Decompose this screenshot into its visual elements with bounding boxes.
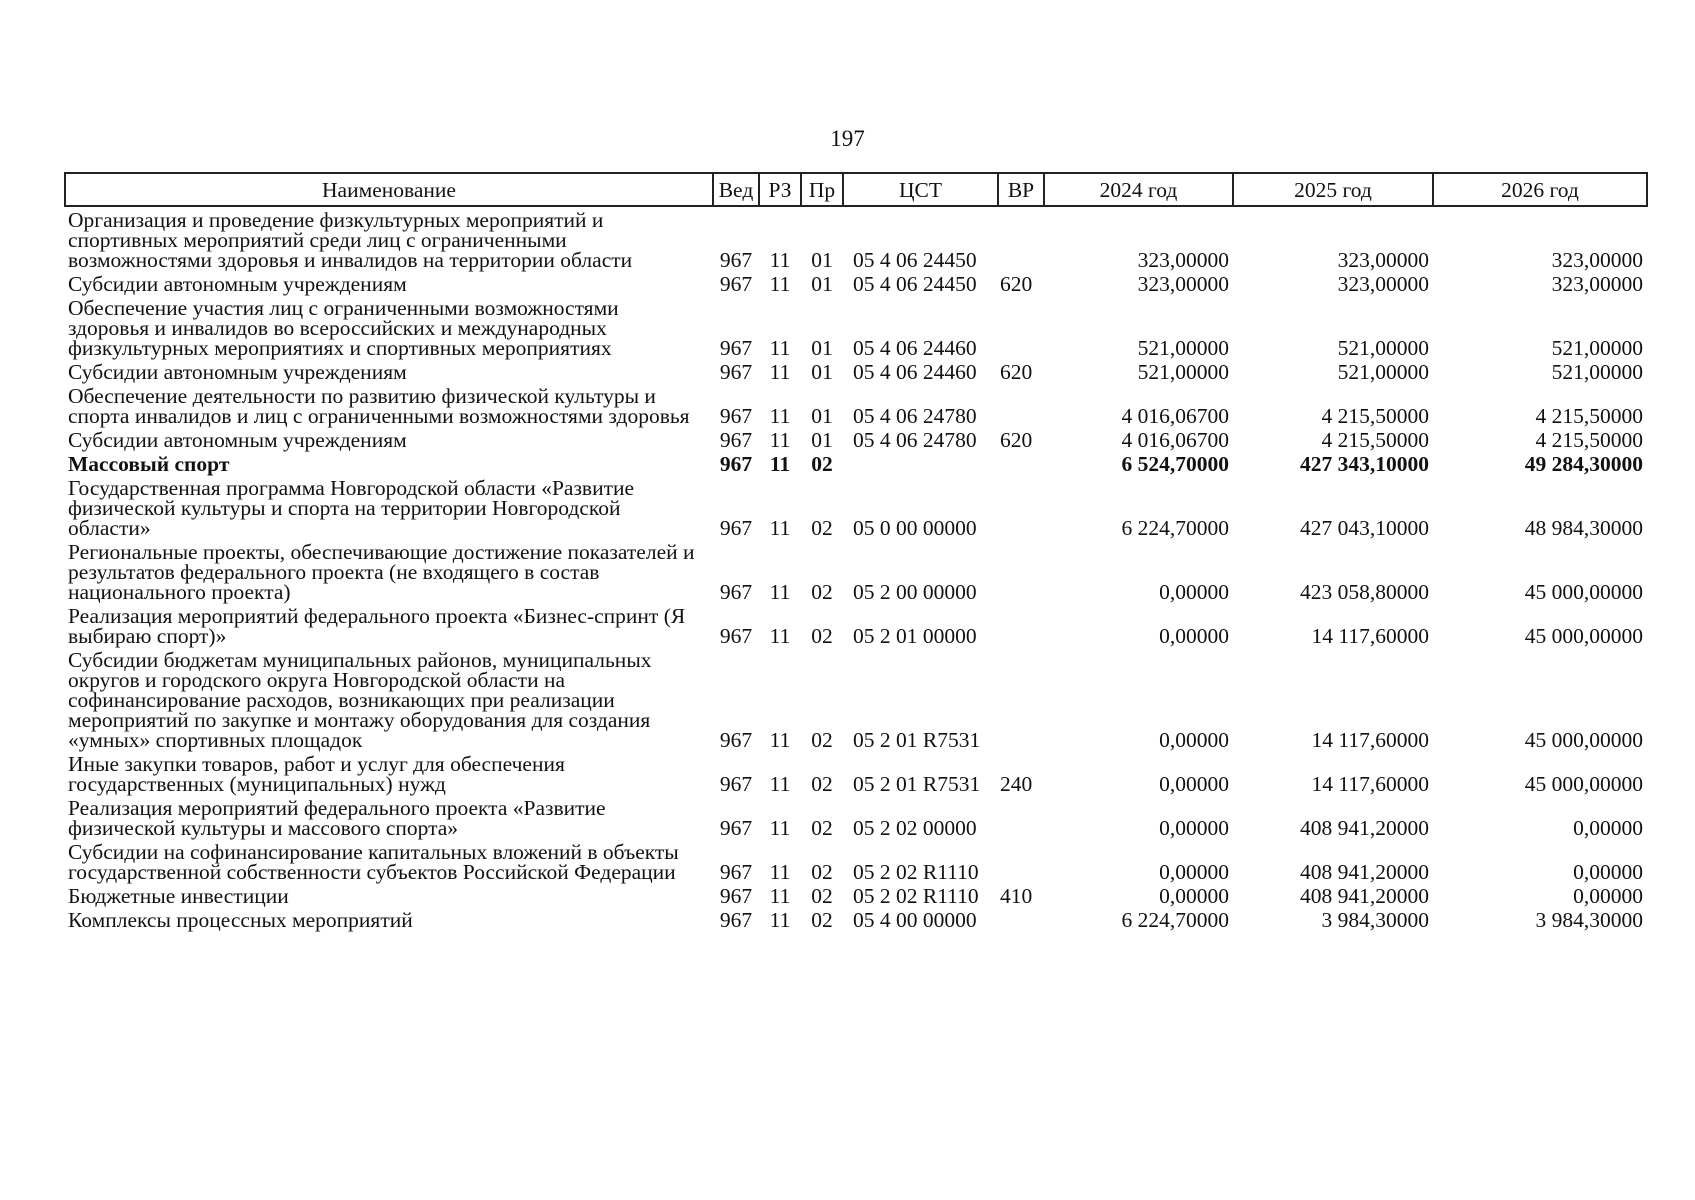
row-amount-2025: 4 215,50000 xyxy=(1321,404,1429,428)
row-amount-2024: 521,00000 xyxy=(1137,336,1229,360)
row-rz: 11 xyxy=(769,404,791,428)
row-name: Иные закупки товаров, работ и услуг для обеспечения государственных (муниципальных) нужд xyxy=(68,752,565,796)
row-amount-2025: 408 941,20000 xyxy=(1300,860,1429,884)
row-vr xyxy=(998,295,1044,359)
row-amount-2026: 45 000,00000 xyxy=(1524,580,1643,604)
table-row xyxy=(65,907,1647,931)
table-row xyxy=(65,751,1647,795)
row-pr: 02 xyxy=(811,772,833,796)
row-cst: 05 4 06 24780 xyxy=(853,404,977,428)
row-rz: 11 xyxy=(769,908,791,932)
row-ved: 967 xyxy=(719,360,753,384)
row-rz: 11 xyxy=(769,428,791,452)
row-amount-2024: 0,00000 xyxy=(1159,624,1229,648)
row-rz: 11 xyxy=(769,624,791,648)
row-pr: 02 xyxy=(811,860,833,884)
row-name: Субсидии автономным учреждениям xyxy=(68,272,407,296)
row-ved: 967 xyxy=(719,624,753,648)
table-row xyxy=(65,359,1647,383)
row-amount-2026: 45 000,00000 xyxy=(1524,624,1643,648)
row-amount-2024: 0,00000 xyxy=(1159,816,1229,840)
row-pr: 02 xyxy=(811,908,833,932)
row-amount-2025: 323,00000 xyxy=(1337,248,1429,272)
header-2026: 2026 год xyxy=(1433,173,1647,206)
row-name: Обеспечение деятельности по развитию физической культуры и спорта инвалидов и лиц с ограниченными возможностями здоровья xyxy=(68,384,690,428)
row-rz: 11 xyxy=(769,884,791,908)
row-name: Субсидии на софинансирование капитальных вложений в объекты государственной собственности субъектов Российской Федерации xyxy=(68,840,679,884)
row-vr xyxy=(998,839,1044,883)
row-rz: 11 xyxy=(769,516,791,540)
row-amount-2026: 0,00000 xyxy=(1573,816,1643,840)
row-rz: 11 xyxy=(769,336,791,360)
header-vr: ВР xyxy=(998,173,1044,206)
row-vr xyxy=(998,383,1044,427)
row-pr: 02 xyxy=(811,452,833,476)
row-ved: 967 xyxy=(719,772,753,796)
header-cst: ЦСТ xyxy=(843,173,998,206)
row-amount-2025: 14 117,60000 xyxy=(1311,728,1429,752)
row-ved: 967 xyxy=(719,908,753,932)
row-vr xyxy=(998,539,1044,603)
row-rz: 11 xyxy=(769,772,791,796)
row-name: Субсидии бюджетам муниципальных районов, муниципальных округов и городского округа Новгородской области на софинансирование расходов, возникающих при реализации мероприятий по закупке и монтажу оборудования для создания «умных» спортивных площадок xyxy=(68,648,652,752)
row-amount-2025: 408 941,20000 xyxy=(1300,816,1429,840)
header-pr: Пр xyxy=(801,173,843,206)
row-amount-2024: 0,00000 xyxy=(1159,860,1229,884)
row-vr xyxy=(998,907,1044,931)
row-cst: 05 2 00 00000 xyxy=(853,580,977,604)
header-ved: Вед xyxy=(713,173,759,206)
row-pr: 01 xyxy=(811,428,833,452)
row-pr: 02 xyxy=(811,516,833,540)
row-pr: 01 xyxy=(811,272,833,296)
row-rz: 11 xyxy=(769,816,791,840)
row-amount-2025: 408 941,20000 xyxy=(1300,884,1429,908)
row-pr: 02 xyxy=(811,728,833,752)
row-amount-2024: 6 224,70000 xyxy=(1121,516,1229,540)
table-row xyxy=(65,271,1647,295)
row-amount-2025: 521,00000 xyxy=(1337,336,1429,360)
row-amount-2024: 0,00000 xyxy=(1159,884,1229,908)
row-amount-2024: 521,00000 xyxy=(1137,360,1229,384)
row-cst: 05 4 00 00000 xyxy=(853,908,977,932)
row-amount-2024: 4 016,06700 xyxy=(1121,428,1229,452)
row-amount-2026: 521,00000 xyxy=(1551,360,1643,384)
header-2024: 2024 год xyxy=(1044,173,1233,206)
row-amount-2025: 427 343,10000 xyxy=(1300,452,1429,476)
page-number: 197 xyxy=(830,126,865,151)
row-name: Обеспечение участия лиц с ограниченными возможностями здоровья и инвалидов во всероссийских и международных физкультурных мероприятиях и спортивных мероприятиях xyxy=(68,296,619,360)
row-name: Реализация мероприятий федерального проекта «Развитие физической культуры и массового спорта» xyxy=(68,796,606,840)
row-ved: 967 xyxy=(719,580,753,604)
row-ved: 967 xyxy=(719,336,753,360)
row-amount-2026: 45 000,00000 xyxy=(1524,728,1643,752)
row-cst: 05 4 06 24780 xyxy=(853,428,977,452)
row-name: Государственная программа Новгородской области «Развитие физической культуры и спорта на территории Новгородской области» xyxy=(68,476,635,540)
table-row xyxy=(65,475,1647,539)
row-amount-2024: 4 016,06700 xyxy=(1121,404,1229,428)
table-row xyxy=(65,539,1647,603)
row-amount-2026: 323,00000 xyxy=(1551,272,1643,296)
header-rz: РЗ xyxy=(759,173,801,206)
row-pr: 01 xyxy=(811,248,833,272)
row-amount-2024: 323,00000 xyxy=(1137,272,1229,296)
row-rz: 11 xyxy=(769,728,791,752)
row-amount-2024: 323,00000 xyxy=(1137,248,1229,272)
table-row xyxy=(65,451,1647,475)
row-cst: 05 2 01 00000 xyxy=(853,624,977,648)
row-vr xyxy=(998,206,1044,271)
table-body xyxy=(65,206,1647,931)
row-pr: 02 xyxy=(811,624,833,648)
row-pr: 02 xyxy=(811,580,833,604)
row-amount-2026: 521,00000 xyxy=(1551,336,1643,360)
row-cst xyxy=(843,451,998,475)
row-pr: 01 xyxy=(811,360,833,384)
row-amount-2025: 4 215,50000 xyxy=(1321,428,1429,452)
row-vr: 620 xyxy=(1000,360,1033,384)
row-rz: 11 xyxy=(769,272,791,296)
table-row xyxy=(65,883,1647,907)
row-amount-2026: 323,00000 xyxy=(1551,248,1643,272)
table-row xyxy=(65,383,1647,427)
table-row xyxy=(65,295,1647,359)
row-amount-2024: 6 224,70000 xyxy=(1121,908,1229,932)
row-rz: 11 xyxy=(769,360,791,384)
table-row xyxy=(65,206,1647,271)
row-amount-2024: 0,00000 xyxy=(1159,728,1229,752)
row-amount-2026: 0,00000 xyxy=(1573,884,1643,908)
row-ved: 967 xyxy=(719,248,753,272)
row-amount-2026: 4 215,50000 xyxy=(1535,404,1643,428)
header-name: Наименование xyxy=(65,173,713,206)
row-amount-2026: 45 000,00000 xyxy=(1524,772,1643,796)
row-vr xyxy=(998,795,1044,839)
row-ved: 967 xyxy=(719,860,753,884)
table-row xyxy=(65,795,1647,839)
row-amount-2025: 3 984,30000 xyxy=(1321,908,1429,932)
table-row xyxy=(65,647,1647,751)
row-amount-2024: 0,00000 xyxy=(1159,772,1229,796)
row-name: Бюджетные инвестиции xyxy=(68,884,289,908)
row-vr: 620 xyxy=(1000,272,1033,296)
row-cst: 05 2 02 00000 xyxy=(853,816,977,840)
row-amount-2025: 14 117,60000 xyxy=(1311,624,1429,648)
row-amount-2025: 14 117,60000 xyxy=(1311,772,1429,796)
row-cst: 05 0 00 00000 xyxy=(853,516,977,540)
row-vr xyxy=(998,475,1044,539)
row-vr xyxy=(998,603,1044,647)
row-amount-2024: 6 524,70000 xyxy=(1121,452,1229,476)
row-vr: 410 xyxy=(1000,884,1033,908)
row-amount-2025: 323,00000 xyxy=(1337,272,1429,296)
row-rz: 11 xyxy=(769,452,791,476)
row-name: Организация и проведение физкультурных мероприятий и спортивных мероприятий среди лиц с ограниченными возможностями здоровья и инвалидов на территории области xyxy=(68,208,633,272)
row-cst: 05 4 06 24450 xyxy=(853,248,977,272)
table-row xyxy=(65,427,1647,451)
row-amount-2024: 0,00000 xyxy=(1159,580,1229,604)
row-cst: 05 2 02 R1110 xyxy=(853,884,979,908)
row-cst: 05 2 02 R1110 xyxy=(853,860,979,884)
row-cst: 05 4 06 24450 xyxy=(853,272,977,296)
row-amount-2025: 423 058,80000 xyxy=(1300,580,1429,604)
row-ved: 967 xyxy=(719,728,753,752)
row-name: Субсидии автономным учреждениям xyxy=(68,360,407,384)
row-cst: 05 2 01 R7531 xyxy=(853,728,981,752)
row-amount-2025: 427 043,10000 xyxy=(1300,516,1429,540)
row-pr: 01 xyxy=(811,336,833,360)
row-name: Комплексы процессных мероприятий xyxy=(68,908,413,932)
row-vr xyxy=(998,451,1044,475)
row-amount-2026: 4 215,50000 xyxy=(1535,428,1643,452)
row-ved: 967 xyxy=(719,272,753,296)
row-vr: 240 xyxy=(1000,772,1033,796)
row-ved: 967 xyxy=(719,428,753,452)
row-amount-2026: 0,00000 xyxy=(1573,860,1643,884)
row-rz: 11 xyxy=(769,580,791,604)
row-cst: 05 4 06 24460 xyxy=(853,336,977,360)
row-amount-2025: 521,00000 xyxy=(1337,360,1429,384)
row-vr: 620 xyxy=(1000,428,1033,452)
row-amount-2026: 49 284,30000 xyxy=(1524,452,1643,476)
row-pr: 02 xyxy=(811,884,833,908)
row-name: Реализация мероприятий федерального проекта «Бизнес-спринт (Я выбираю спорт)» xyxy=(68,604,686,648)
row-pr: 02 xyxy=(811,816,833,840)
table-row xyxy=(65,839,1647,883)
header-2025: 2025 год xyxy=(1233,173,1433,206)
table-row xyxy=(65,603,1647,647)
row-ved: 967 xyxy=(719,516,753,540)
row-pr: 01 xyxy=(811,404,833,428)
row-amount-2026: 3 984,30000 xyxy=(1535,908,1643,932)
row-amount-2026: 48 984,30000 xyxy=(1524,516,1643,540)
row-ved: 967 xyxy=(719,404,753,428)
row-rz: 11 xyxy=(769,248,791,272)
row-cst: 05 4 06 24460 xyxy=(853,360,977,384)
row-name: Субсидии автономным учреждениям xyxy=(68,428,407,452)
row-ved: 967 xyxy=(719,452,753,476)
budget-table xyxy=(64,172,1648,931)
table-header-row xyxy=(65,173,1647,206)
row-rz: 11 xyxy=(769,860,791,884)
row-name: Региональные проекты, обеспечивающие достижение показателей и результатов федерального проекта (не входящего в состав национального проекта) xyxy=(68,540,695,604)
row-name: Массовый спорт xyxy=(68,452,230,476)
row-ved: 967 xyxy=(719,816,753,840)
row-vr xyxy=(998,647,1044,751)
row-cst: 05 2 01 R7531 xyxy=(853,772,981,796)
row-ved: 967 xyxy=(719,884,753,908)
